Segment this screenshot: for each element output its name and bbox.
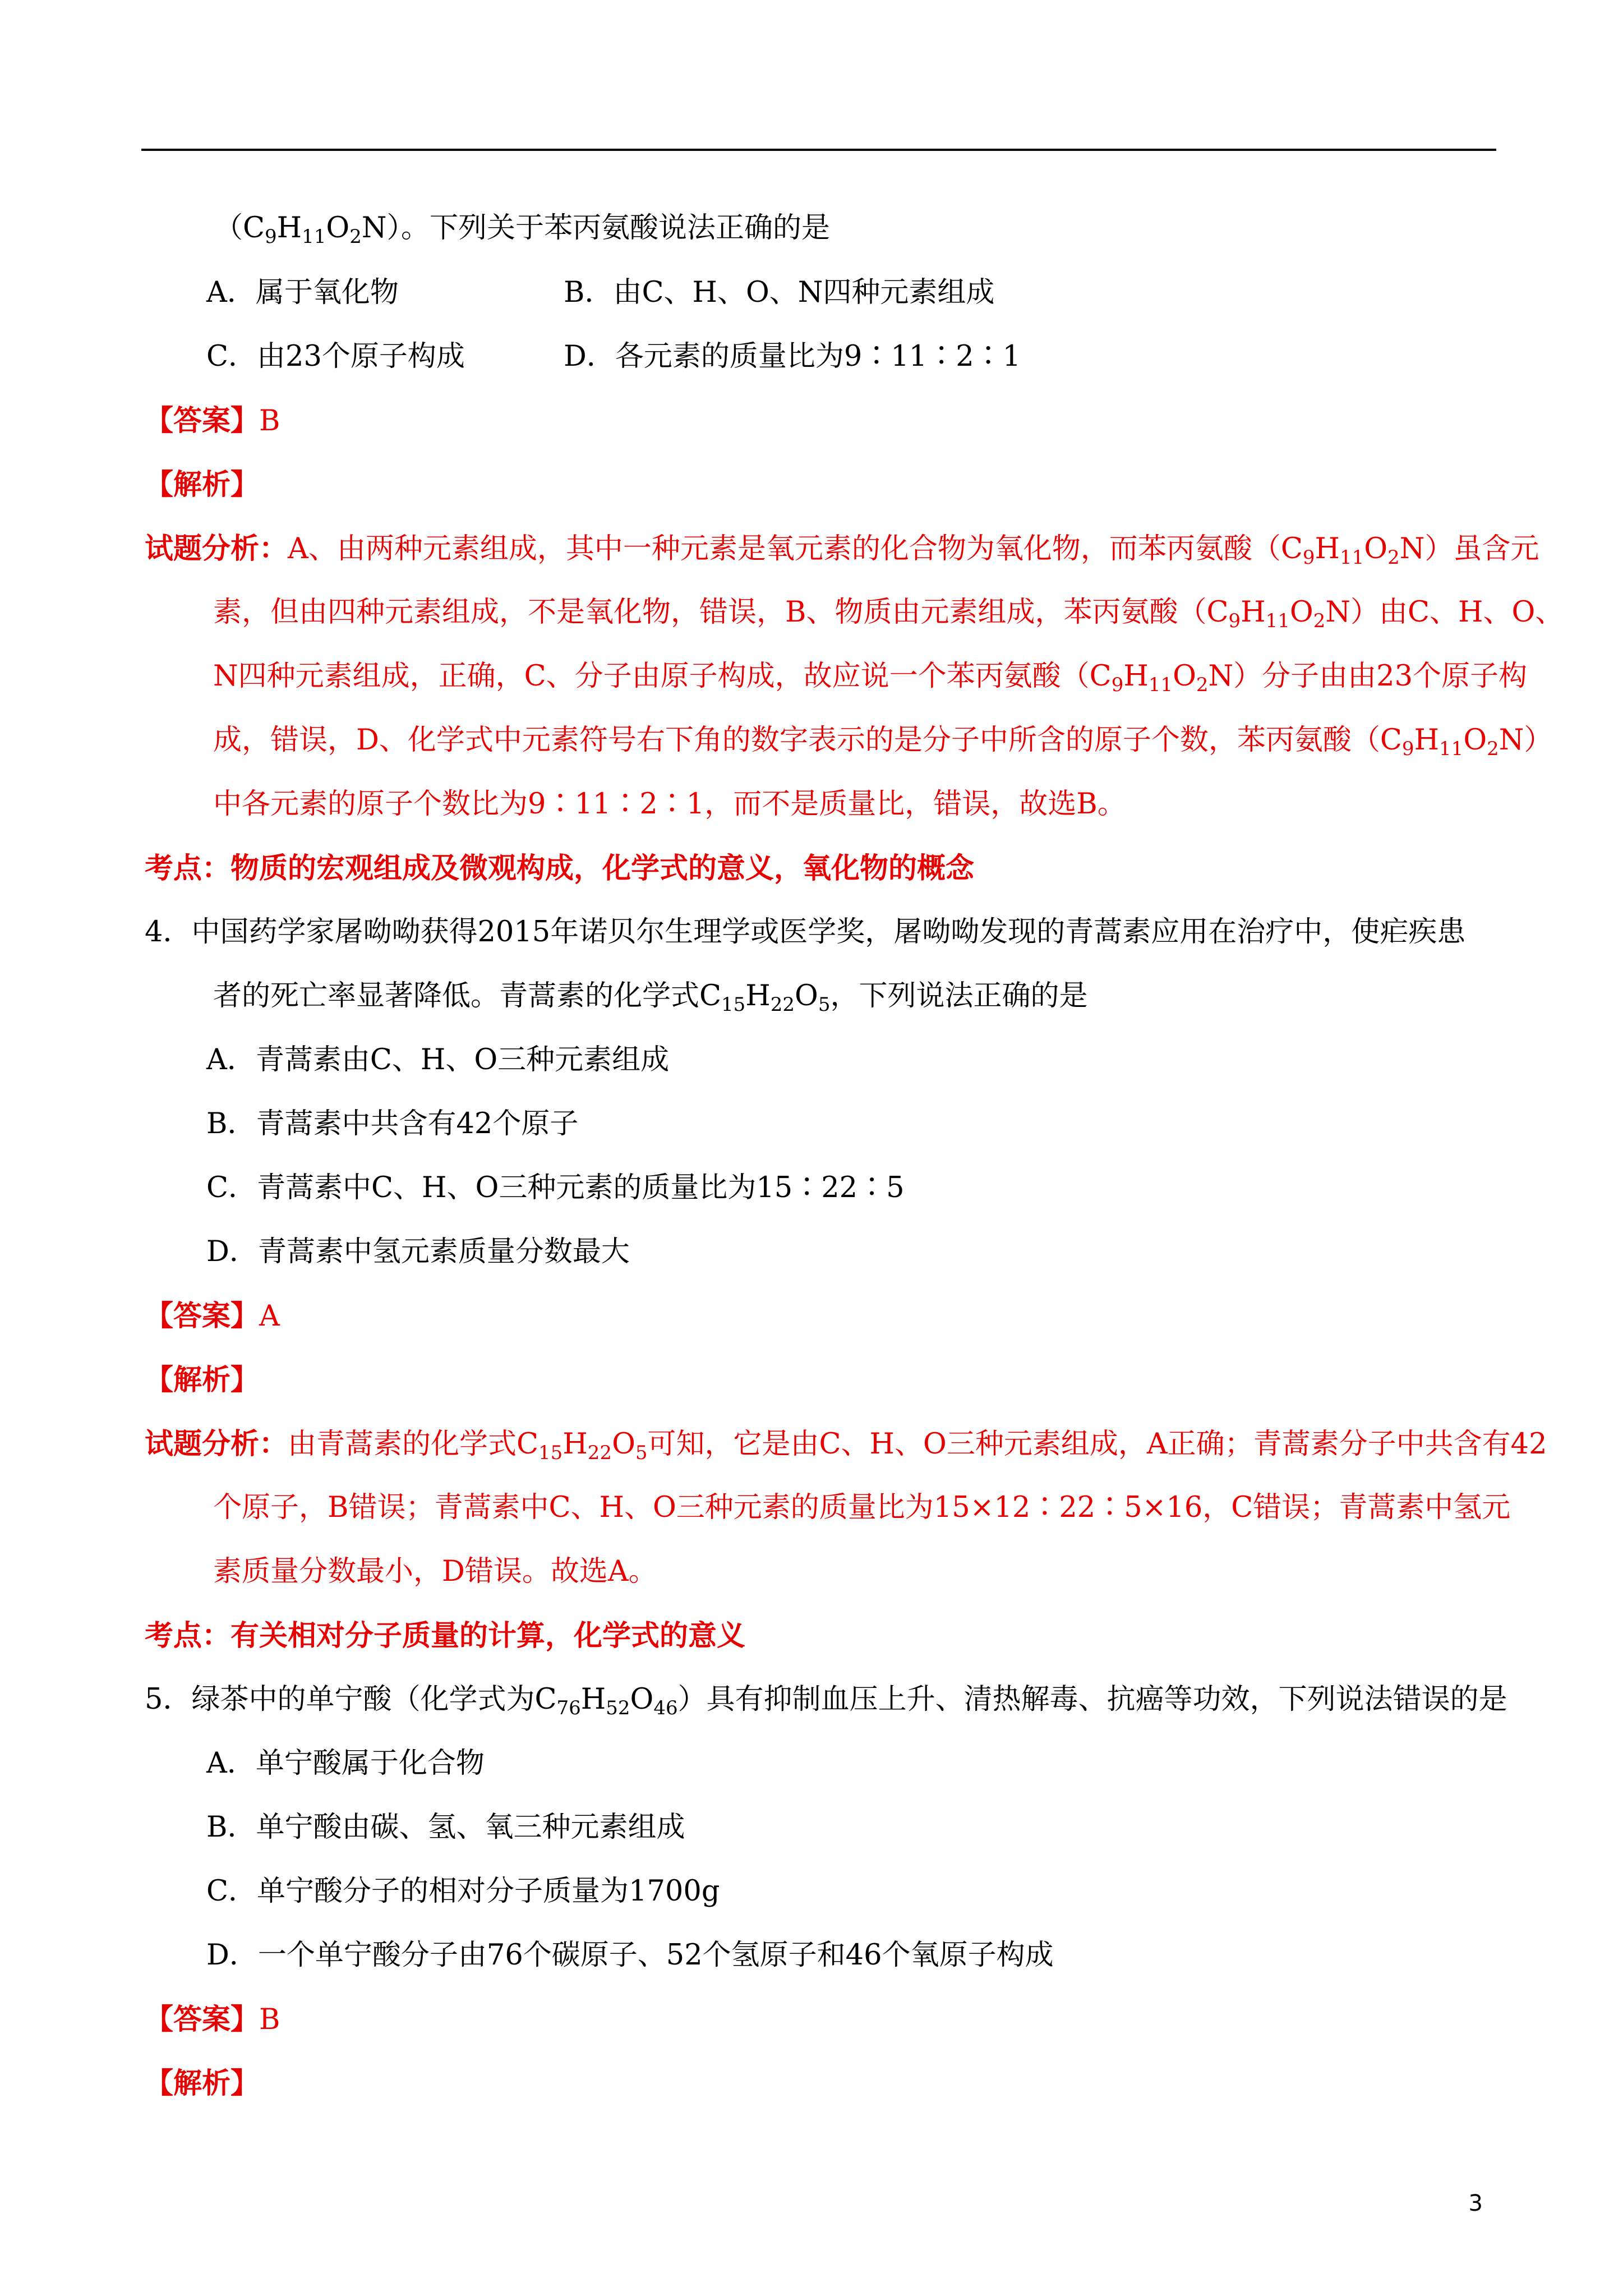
line-q5-stem [145, 1683, 1507, 1717]
line-q5-opt-d [206, 1939, 1054, 1972]
text-run: 可知，它是由C、H、O三种元素组成，A正确；青蒿素分子中共含有42 [647, 1428, 1547, 1461]
line-q4-opt-a [206, 1043, 669, 1077]
text-run: H [1241, 596, 1266, 629]
subscript: 2 [1313, 610, 1326, 632]
text-run: A．属于氧化物 [206, 276, 399, 309]
text-run: H [1123, 660, 1149, 693]
subscript: 52 [606, 1697, 630, 1719]
subscript: 15 [721, 993, 746, 1016]
subscript: 11 [1439, 738, 1464, 760]
subscript: 11 [1340, 546, 1364, 569]
text-run: 【答案】 [145, 2003, 260, 2036]
text-run: O [1173, 660, 1196, 693]
subscript: 15 [538, 1442, 563, 1464]
text-run: O [612, 1428, 635, 1461]
text-run: N四种元素组成，正确，C、分子由原子构成，故应说一个苯丙氨酸（C [213, 660, 1112, 693]
subscript: 11 [1265, 610, 1290, 632]
line-q3-opt-b [564, 276, 994, 310]
line-q4-stem-2 [213, 979, 1088, 1016]
text-run: 者的死亡率显著降低。青蒿素的化学式C [213, 979, 722, 1013]
line-q4-analysis-label [145, 1363, 259, 1397]
text-run: C．单宁酸分子的相对分子质量为1700g [206, 1875, 720, 1908]
line-q4-stem-1 [145, 915, 1465, 949]
text-run: C．由23个原子构成 [206, 340, 465, 373]
text-run: N） [1498, 724, 1553, 757]
line-q3-analysis-3 [213, 660, 1528, 696]
text-run: B．由C、H、O、N四种元素组成 [564, 276, 995, 309]
line-q4-opt-d [206, 1235, 630, 1269]
line-q3-opt-a [206, 276, 399, 310]
subscript: 22 [770, 993, 795, 1016]
text-run: 由青蒿素的化学式C [288, 1428, 539, 1461]
line-q3-answer [145, 404, 280, 438]
text-run: （C [214, 211, 265, 245]
text-run: 5．绿茶中的单宁酸（化学式为C [145, 1683, 557, 1716]
line-q3-analysis-2 [213, 596, 1564, 632]
text-run: 【解析】 [145, 2067, 260, 2100]
line-q3-stem-tail [214, 211, 831, 248]
text-run: A．青蒿素由C、H、O三种元素组成 [206, 1043, 670, 1076]
subscript: 2 [1387, 546, 1400, 569]
text-run: 试题分析： [145, 532, 288, 565]
line-q5-answer [145, 2003, 280, 2037]
text-run: O [326, 211, 350, 245]
subscript: 2 [1196, 674, 1209, 696]
text-run: 4．中国药学家屠呦呦获得2015年诺贝尔生理学或医学奖，屠呦呦发现的青蒿素应用在治疗中，使疟疾患 [145, 915, 1466, 949]
line-q5-analysis-label [145, 2067, 259, 2101]
text-run: 【解析】 [145, 1363, 260, 1397]
text-run: D．一个单宁酸分子由76个碳原子、52个氢原子和46个氧原子构成 [206, 1939, 1054, 1972]
line-q4-opt-b [206, 1107, 578, 1141]
text-run: ，下列说法正确的是 [830, 979, 1088, 1013]
text-run: A．单宁酸属于化合物 [206, 1747, 485, 1780]
text-run: 试题分析： [145, 1427, 288, 1461]
text-run: 素，但由四种元素组成，不是氧化物，错误，B、物质由元素组成，苯丙氨酸（C [213, 596, 1229, 629]
line-q3-points [145, 852, 974, 886]
line-q4-analysis-3 [213, 1555, 657, 1589]
subscript: 2 [349, 226, 362, 248]
line-q4-answer [145, 1299, 280, 1333]
text-run: 【答案】 [145, 1299, 260, 1333]
subscript: 76 [556, 1697, 581, 1719]
text-run: H [745, 979, 771, 1013]
line-q3-opt-c [206, 340, 465, 374]
text-run: 个原子，B错误；青蒿素中C、H、O三种元素的质量比为15×12∶22∶5×16，C错误；青蒿素中氢元 [213, 1491, 1511, 1524]
text-run: N）分子由由23个原子构 [1208, 660, 1528, 693]
text-run: 【答案】 [145, 404, 260, 438]
text-run: A [259, 1300, 280, 1333]
subscript: 9 [1401, 738, 1414, 760]
text-run: 素质量分数最小，D错误。故选A。 [213, 1555, 657, 1588]
text-run: B [259, 404, 280, 438]
subscript: 5 [818, 993, 831, 1016]
subscript: 9 [1228, 610, 1241, 632]
line-q5-opt-a [206, 1747, 485, 1780]
subscript: 9 [1302, 546, 1315, 569]
text-run: N）由C、H、O、 [1325, 596, 1564, 629]
text-run: O [1364, 532, 1388, 565]
text-run: N）虽含元 [1399, 532, 1539, 565]
text-run: B [259, 2003, 280, 2036]
text-run: O [1463, 724, 1487, 757]
text-run: B．单宁酸由碳、氢、氧三种元素组成 [206, 1811, 685, 1844]
text-run: D．各元素的质量比为9∶11∶2∶1 [564, 340, 1021, 373]
line-q4-points [145, 1619, 745, 1653]
text-run: 考点：物质的宏观组成及微观构成，化学式的意义，氧化物的概念 [145, 852, 975, 885]
text-run: N）。下列关于苯丙氨酸说法正确的是 [361, 211, 831, 245]
text-run: B．青蒿素中共含有42个原子 [206, 1107, 579, 1140]
text-run: C．青蒿素中C、H、O三种元素的质量比为15∶22∶5 [206, 1171, 905, 1204]
subscript: 11 [302, 226, 326, 248]
text-run: 考点：有关相对分子质量的计算，化学式的意义 [145, 1619, 746, 1653]
line-q4-opt-c [206, 1171, 905, 1205]
line-q4-analysis-2 [213, 1491, 1510, 1525]
line-q3-analysis-5 [213, 788, 1126, 821]
text-run: H [562, 1428, 588, 1461]
line-q3-analysis-4 [213, 724, 1553, 760]
text-run: O [1289, 596, 1313, 629]
line-q5-opt-b [206, 1811, 685, 1844]
text-run: H [580, 1683, 606, 1716]
text-run: D．青蒿素中氢元素质量分数最大 [206, 1235, 630, 1268]
text-run: H [276, 211, 302, 245]
text-run: ）具有抑制血压上升、清热解毒、抗癌等功效，下列说法错误的是 [677, 1683, 1507, 1716]
text-run: 【解析】 [145, 468, 260, 501]
subscript: 11 [1148, 674, 1173, 696]
text-run: 中各元素的原子个数比为9∶11∶2∶1，而不是质量比，错误，故选B。 [213, 788, 1126, 821]
text-run: H [1414, 724, 1440, 757]
page-number: 3 [1468, 2191, 1483, 2216]
subscript: 5 [635, 1442, 648, 1464]
line-q3-opt-d [564, 340, 1021, 374]
subscript: 2 [1487, 738, 1499, 760]
line-q3-analysis-label [145, 468, 259, 502]
header-rule [141, 149, 1496, 151]
line-q5-opt-c [206, 1875, 720, 1908]
text-run: O [630, 1683, 654, 1716]
text-run: H [1315, 532, 1340, 565]
subscript: 9 [1111, 674, 1124, 696]
subscript: 46 [653, 1697, 678, 1719]
line-q3-analysis-1 [145, 532, 1539, 569]
subscript: 22 [587, 1442, 612, 1464]
text-run: 成，错误，D、化学式中元素符号右下角的数字表示的是分子中所含的原子个数，苯丙氨酸（C [213, 724, 1402, 757]
line-q4-analysis-1 [145, 1427, 1547, 1464]
text-run: O [795, 979, 818, 1013]
subscript: 9 [265, 226, 277, 248]
text-run: A、由两种元素组成，其中一种元素是氧元素的化合物为氧化物，而苯丙氨酸（C [288, 532, 1303, 565]
